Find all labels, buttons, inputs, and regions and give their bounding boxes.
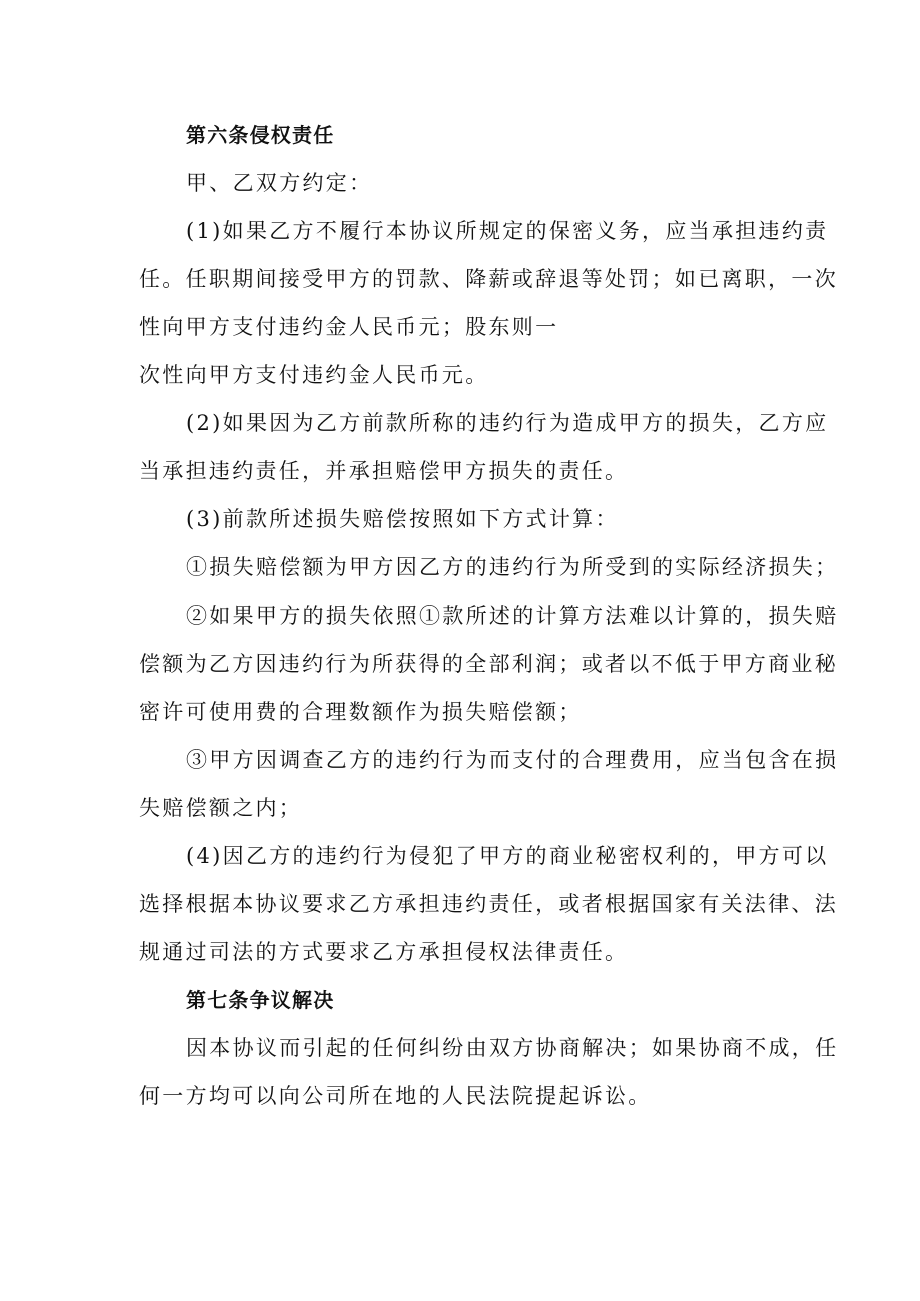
section-7-line-2: 何一方均可以向公司所在地的人民法院提起诉讼。 — [139, 1084, 652, 1108]
sub-clause-1: ①损失赔偿额为甲方因乙方的违约行为所受到的实际经济损失； — [186, 555, 839, 579]
clause-2-line-1: (2)如果因为乙方前款所称的违约行为造成甲方的损失，乙方应 — [186, 411, 829, 435]
clause-4-line-1: (4)因乙方的违约行为侵犯了甲方的商业秘密权利的，甲方可以 — [186, 844, 829, 868]
clause-1-line-3: 性向甲方支付违约金人民币元；股东则一 — [139, 315, 559, 339]
section-7-line-1: 因本协议而引起的任何纠纷由双方协商解决；如果协商不成，任 — [186, 1036, 839, 1060]
clause-1-line-2: 任。任职期间接受甲方的罚款、降薪或辞退等处罚；如已离职，一次 — [139, 267, 838, 291]
sub-clause-2-line-3: 密许可使用费的合理数额作为损失赔偿额； — [139, 700, 582, 724]
section-7-heading: 第七条争议解决 — [186, 988, 335, 1012]
clause-3: (3)前款所述损失赔偿按照如下方式计算： — [186, 507, 619, 531]
section-6-heading: 第六条侵权责任 — [186, 123, 335, 147]
section-6-intro: 甲、乙双方约定： — [186, 171, 373, 195]
clause-2-line-2: 当承担违约责任，并承担赔偿甲方损失的责任。 — [139, 459, 629, 483]
sub-clause-2-line-2: 偿额为乙方因违约行为所获得的全部利润；或者以不低于甲方商业秘 — [139, 652, 838, 676]
clause-4-line-2: 选择根据本协议要求乙方承担违约责任，或者根据国家有关法律、法 — [139, 892, 838, 916]
sub-clause-3-line-1: ③甲方因调查乙方的违约行为而支付的合理费用，应当包含在损 — [186, 748, 839, 772]
sub-clause-2-line-1: ②如果甲方的损失依照①款所述的计算方法难以计算的，损失赔 — [186, 604, 839, 628]
sub-clause-3-line-2: 失赔偿额之内； — [139, 796, 303, 820]
clause-1-line-1: (1)如果乙方不履行本协议所规定的保密义务，应当承担违约责 — [186, 219, 829, 243]
clause-1-line-4: 次性向甲方支付违约金人民币元。 — [139, 363, 489, 387]
clause-4-line-3: 规通过司法的方式要求乙方承担侵权法律责任。 — [139, 940, 629, 964]
